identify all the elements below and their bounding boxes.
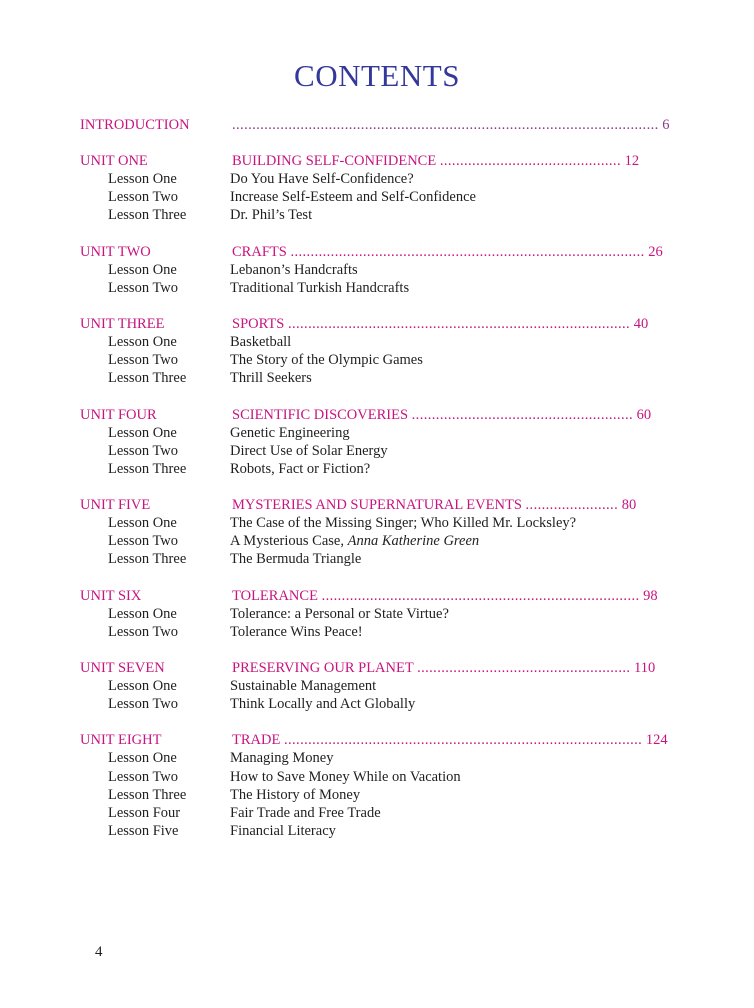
lesson-title-wrap bbox=[230, 352, 423, 369]
lesson-title: The History of Money bbox=[230, 786, 361, 803]
lesson-title: A Mysterious Case, bbox=[230, 533, 348, 550]
lesson-row[interactable] bbox=[0, 443, 754, 461]
lesson-title: Fair Trade and Free Trade bbox=[230, 804, 381, 821]
lesson-title: Basketball bbox=[230, 333, 292, 350]
lesson-label: Lesson One bbox=[108, 171, 177, 187]
unit-label: UNIT FOUR bbox=[80, 406, 157, 423]
unit-entry bbox=[232, 153, 638, 170]
lesson-label: Lesson One bbox=[108, 261, 177, 278]
lesson-title: Tolerance: a Personal or State Virtue? bbox=[230, 605, 449, 622]
lesson-title-wrap bbox=[230, 461, 370, 478]
unit-row[interactable] bbox=[0, 660, 754, 678]
dot-leader: ......................................................................................... bbox=[283, 732, 643, 749]
lesson-row[interactable] bbox=[0, 370, 754, 388]
unit-row[interactable] bbox=[0, 153, 754, 171]
lesson-label: Lesson Three bbox=[108, 370, 187, 387]
lesson-label: Lesson Three bbox=[108, 207, 187, 224]
lesson-row[interactable] bbox=[0, 624, 754, 642]
unit-page-number: 60 bbox=[636, 406, 652, 423]
intro-page: 6 bbox=[662, 117, 670, 133]
unit-title: SCIENTIFIC DISCOVERIES bbox=[232, 406, 409, 423]
lesson-title: Increase Self-Esteem and Self-Confidence bbox=[230, 189, 476, 206]
lesson-label: Lesson One bbox=[108, 605, 177, 622]
lesson-title: Dr. Phil’s Test bbox=[230, 207, 313, 224]
unit-page-number: 98 bbox=[643, 587, 658, 604]
lesson-label: Lesson Two bbox=[108, 442, 179, 459]
unit-title: MYSTERIES AND SUPERNATURAL EVENTS bbox=[232, 497, 522, 514]
lesson-title-wrap bbox=[230, 624, 363, 641]
lesson-row[interactable] bbox=[0, 515, 754, 533]
intro-label: INTRODUCTION bbox=[80, 117, 190, 133]
lesson-title: Direct Use of Solar Energy bbox=[230, 442, 388, 459]
lesson-title: Thrill Seekers bbox=[230, 370, 312, 387]
lesson-label: Lesson Four bbox=[108, 804, 181, 821]
lesson-title: Tolerance Wins Peace! bbox=[230, 623, 363, 640]
lesson-row[interactable] bbox=[0, 189, 754, 207]
dot-leader: ..................................................................................... bbox=[287, 315, 631, 332]
lesson-label: Lesson Two bbox=[108, 623, 179, 640]
lesson-row[interactable] bbox=[0, 551, 754, 569]
lesson-row[interactable] bbox=[0, 352, 754, 370]
lesson-label: Lesson One bbox=[108, 333, 177, 350]
dot-leader: ....................................................... bbox=[411, 406, 634, 423]
lesson-title-wrap bbox=[230, 262, 358, 279]
unit-entry bbox=[232, 660, 656, 677]
dot-leader: ............................................................................... bbox=[321, 587, 640, 604]
lesson-label: Lesson Two bbox=[108, 768, 179, 785]
unit-label: UNIT TWO bbox=[80, 243, 151, 260]
lesson-title-wrap bbox=[230, 425, 350, 442]
unit-title: CRAFTS bbox=[232, 243, 287, 260]
lesson-title-wrap bbox=[230, 443, 388, 460]
lesson-row[interactable] bbox=[0, 425, 754, 443]
lesson-title-wrap bbox=[230, 750, 334, 767]
unit-page-number: 40 bbox=[633, 315, 649, 332]
lesson-label: Lesson Three bbox=[108, 460, 187, 477]
lesson-title-wrap bbox=[230, 769, 461, 786]
lesson-title: Do You Have Self-Confidence? bbox=[230, 171, 414, 187]
unit-label: UNIT SEVEN bbox=[80, 660, 165, 676]
lesson-label: Lesson Two bbox=[108, 696, 179, 713]
unit-row[interactable] bbox=[0, 316, 754, 334]
unit-row[interactable] bbox=[0, 407, 754, 425]
page-number: 4 bbox=[95, 944, 103, 960]
lesson-row[interactable] bbox=[0, 769, 754, 787]
lesson-title-wrap bbox=[230, 370, 312, 387]
lesson-row[interactable] bbox=[0, 280, 754, 298]
dot-leader: ....................... bbox=[525, 497, 619, 514]
lesson-title: Financial Literacy bbox=[230, 823, 336, 840]
unit-page-number: 12 bbox=[624, 153, 640, 169]
unit-label: UNIT SIX bbox=[80, 587, 142, 604]
intro-entry bbox=[232, 117, 670, 134]
lesson-label: Lesson One bbox=[108, 678, 177, 694]
intro-row[interactable] bbox=[0, 117, 754, 135]
lesson-title: Lebanon’s Handcrafts bbox=[230, 261, 358, 278]
lesson-label: Lesson Three bbox=[108, 551, 187, 568]
unit-page-number: 26 bbox=[648, 243, 663, 260]
unit-title: PRESERVING OUR PLANET bbox=[232, 660, 414, 676]
lesson-title: The Story of the Olympic Games bbox=[230, 352, 423, 369]
unit-entry bbox=[232, 315, 649, 333]
unit-page-number: 110 bbox=[634, 660, 656, 676]
lesson-author: Anna Katherine Green bbox=[347, 533, 480, 550]
lesson-label: Lesson One bbox=[108, 750, 177, 767]
lesson-title-wrap bbox=[230, 805, 381, 822]
intro-leader: .......................................................................................................... bbox=[232, 117, 659, 133]
lesson-row[interactable] bbox=[0, 678, 754, 696]
unit-row[interactable] bbox=[0, 244, 754, 262]
lesson-label: Lesson Five bbox=[108, 823, 179, 840]
lesson-label: Lesson Two bbox=[108, 189, 179, 206]
lesson-label: Lesson Three bbox=[108, 786, 187, 803]
unit-label: UNIT EIGHT bbox=[80, 732, 162, 749]
lesson-title-wrap bbox=[230, 334, 291, 351]
unit-entry bbox=[232, 243, 663, 261]
lesson-row[interactable] bbox=[0, 207, 754, 225]
dot-leader: ............................................. bbox=[439, 153, 621, 169]
lesson-title-wrap bbox=[230, 696, 415, 713]
unit-page-number: 124 bbox=[645, 732, 668, 749]
unit-label: UNIT ONE bbox=[80, 153, 148, 169]
unit-entry bbox=[232, 587, 658, 605]
lesson-row[interactable] bbox=[0, 171, 754, 189]
page-title: CONTENTS bbox=[294, 58, 460, 93]
lesson-title-wrap bbox=[230, 551, 361, 568]
unit-row[interactable] bbox=[0, 732, 754, 750]
unit-page-number: 80 bbox=[621, 497, 637, 514]
unit-row[interactable] bbox=[0, 588, 754, 606]
table-of-contents bbox=[0, 117, 754, 841]
unit-label: UNIT THREE bbox=[80, 315, 165, 332]
lesson-title: Sustainable Management bbox=[230, 678, 377, 694]
lesson-title: Robots, Fact or Fiction? bbox=[230, 460, 371, 477]
lesson-row[interactable] bbox=[0, 805, 754, 823]
lesson-label: Lesson Two bbox=[108, 279, 179, 296]
lesson-row[interactable] bbox=[0, 461, 754, 479]
dot-leader: ..................................................... bbox=[417, 660, 631, 676]
lesson-row[interactable] bbox=[0, 533, 754, 551]
lesson-title-wrap bbox=[230, 207, 312, 224]
lesson-row[interactable] bbox=[0, 696, 754, 714]
lesson-row[interactable] bbox=[0, 606, 754, 624]
unit-row[interactable] bbox=[0, 497, 754, 515]
unit-title: BUILDING SELF-CONFIDENCE bbox=[232, 153, 437, 169]
lesson-title: How to Save Money While on Vacation bbox=[230, 768, 461, 785]
lesson-label: Lesson One bbox=[108, 515, 177, 532]
lesson-title-wrap bbox=[230, 533, 479, 550]
lesson-label: Lesson One bbox=[108, 424, 177, 441]
lesson-title-wrap bbox=[230, 171, 414, 188]
lesson-title-wrap bbox=[230, 515, 576, 532]
lesson-row[interactable] bbox=[0, 787, 754, 805]
lesson-title: Traditional Turkish Handcrafts bbox=[230, 279, 410, 296]
lesson-title: The Bermuda Triangle bbox=[230, 551, 362, 568]
lesson-title-wrap bbox=[230, 787, 360, 804]
lesson-title: Genetic Engineering bbox=[230, 424, 350, 441]
lesson-title-wrap bbox=[230, 280, 409, 297]
lesson-title-wrap bbox=[230, 823, 336, 840]
dot-leader: ........................................................................................ bbox=[290, 243, 645, 260]
unit-title: SPORTS bbox=[232, 315, 285, 332]
unit-title: TOLERANCE bbox=[232, 587, 318, 604]
unit-entry bbox=[232, 406, 652, 424]
lesson-title-wrap bbox=[230, 189, 476, 206]
unit-label: UNIT FIVE bbox=[80, 497, 151, 514]
lesson-title: The Case of the Missing Singer; Who Killed Mr. Locksley? bbox=[230, 515, 577, 532]
lesson-row[interactable] bbox=[0, 262, 754, 280]
unit-title: TRADE bbox=[232, 732, 281, 749]
lesson-title-wrap bbox=[230, 606, 449, 623]
lesson-title: Managing Money bbox=[230, 750, 334, 767]
lesson-label: Lesson Two bbox=[108, 352, 179, 369]
lesson-row[interactable] bbox=[0, 823, 754, 841]
unit-entry bbox=[232, 732, 668, 749]
unit-entry bbox=[232, 497, 638, 514]
lesson-title-wrap bbox=[230, 678, 376, 695]
lesson-row[interactable] bbox=[0, 750, 754, 768]
lesson-title: Think Locally and Act Globally bbox=[230, 696, 416, 713]
lesson-label: Lesson Two bbox=[108, 533, 179, 550]
lesson-row[interactable] bbox=[0, 334, 754, 352]
